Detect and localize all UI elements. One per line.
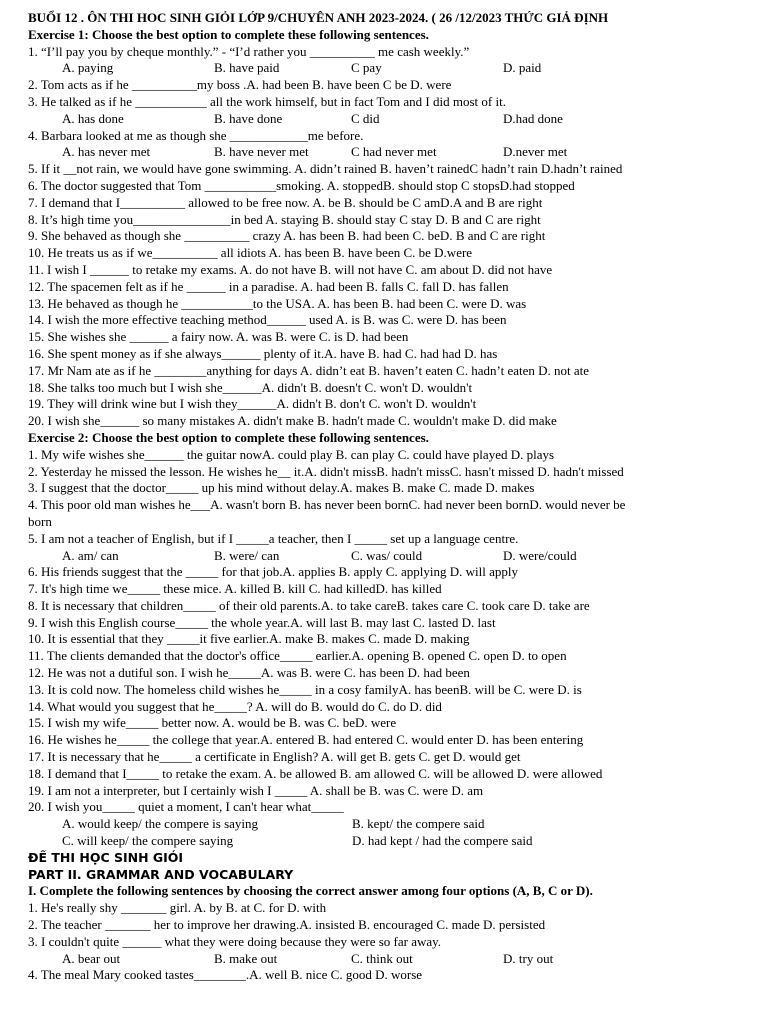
answer-options-row <box>28 144 742 161</box>
question-line: 12. He was not a dutiful son. I wish he_____A. was B. were C. has been D. had been <box>28 665 470 681</box>
answer-options-row <box>28 60 742 77</box>
answer-option: B. kept/ the compere said <box>352 816 485 832</box>
answer-option: A. paying <box>62 60 114 76</box>
answer-option: B. make out <box>214 950 278 966</box>
question-line: 3. I couldn't quite ______ what they were doing because they were so far away. <box>28 933 442 949</box>
question-line: 14. I wish the more effective teaching method______ used A. is B. was C. were D. has been <box>28 312 507 328</box>
answer-option: C had never met <box>351 144 437 160</box>
question-line: 15. I wish my wife_____ better now. A. would be B. was C. beD. were <box>28 715 397 731</box>
question-line: 8. It’s high time you_______________in bed A. staying B. should stay C stay D. B and C are right <box>28 211 541 227</box>
question-line: 16. He wishes he_____ the college that year.A. entered B. had entered C. would enter D. has been entering <box>28 732 584 748</box>
question-line: 3. I suggest that the doctor_____ up his mind without delay.A. makes B. make C. made D. makes <box>28 480 535 496</box>
part-ii-questions <box>28 900 742 984</box>
answer-option: C. will keep/ the compere saying <box>62 833 234 849</box>
question-line: 6. His friends suggest that the _____ for that job.A. applies B. apply C. applying D. will apply <box>28 564 518 580</box>
question-line: 8. It is necessary that children_____ of their old parents.A. to take careB. takes care C. took care D. take are <box>28 597 590 613</box>
answer-option: C pay <box>351 60 382 76</box>
question-line: 13. It is cold now. The homeless child wishes he_____ in a cosy familyA. has beenB. will be C. were D. is <box>28 681 582 697</box>
answer-option: C did <box>351 110 380 126</box>
answer-options-row <box>28 816 742 833</box>
question-line: 10. It is essential that they _____it five earlier.A. make B. makes C. made D. making <box>28 631 470 647</box>
question-line: 1. “I’ll pay you by cheque monthly.” - “I’d rather you __________ me cash weekly.” <box>28 43 470 59</box>
question-line: 14. What would you suggest that he_____? A. will do B. would do C. do D. did <box>28 698 442 714</box>
question-line: 7. It's high time we_____ these mice. A. killed B. kill C. had killedD. has killed <box>28 581 442 597</box>
answer-option: D. had kept / had the compere said <box>352 833 533 849</box>
question-line: 18. She talks too much but I wish she______A. didn't B. doesn't C. won't D. wouldn't <box>28 379 473 395</box>
question-line: 20. I wish you_____ quiet a moment, I can't hear what_____ <box>28 799 344 815</box>
question-line: 19. They will drink wine but I wish they______A. didn't B. don't C. won't D. wouldn't <box>28 396 477 412</box>
worksheet-header: BUỔI 12 . ÔN THI HOC SINH GIỎI LỚP 9/CHUYÊN ANH 2023-2024. ( 26 /12/2023 THỨC GIẢ ĐỊNH <box>28 10 609 25</box>
exercise-2-title: Exercise 2: Choose the best option to complete these following sentences. <box>28 429 429 445</box>
question-line: 16. She spent money as if she always______ plenty of it.A. have B. had C. had had D. has <box>28 345 498 361</box>
question-line: 17. Mr Nam ate as if he ________anything for days A. didn’t eat B. haven’t eaten C. hadn’t eaten D. not ate <box>28 362 590 378</box>
question-line: 2. Yesterday he missed the lesson. He wishes he__ it.A. didn't missB. hadn't missC. hasn't missed D. hadn't missed <box>28 463 624 479</box>
question-line: 5. If it __not rain, we would have gone swimming. A. didn’t rained B. haven’t rainedC hadn’t rain D.hadn’t rained <box>28 161 623 177</box>
question-line: 7. I demand that I__________ allowed to be free now. A. be B. should be C amD.A and B are right <box>28 194 543 210</box>
exercise-2-questions <box>28 447 742 850</box>
answer-options-row <box>28 833 742 850</box>
answer-option: B. have never met <box>214 144 309 160</box>
answer-option: A. has done <box>62 110 124 126</box>
answer-option: D. were/could <box>503 547 577 563</box>
answer-options-row <box>28 951 742 968</box>
answer-option: A. has never met <box>62 144 151 160</box>
part-ii-title: PART II. GRAMMAR AND VOCABULARY <box>28 866 294 882</box>
exercise-1-title: Exercise 1: Choose the best option to complete these following sentences. <box>28 26 429 42</box>
question-line: 4. Barbara looked at me as though she ____________me before. <box>28 127 364 143</box>
answer-option: D.had done <box>503 110 563 126</box>
answer-option: D. paid <box>503 60 542 76</box>
part-ii-section-i-title: I. Complete the following sentences by choosing the correct answer among four options (A, B, C or D). <box>28 883 593 899</box>
question-line: 18. I demand that I_____ to retake the exam. A. be allowed B. am allowed C. will be allowed D. were allowed <box>28 765 603 781</box>
question-line: 20. I wish she______ so many mistakes A. didn't make B. hadn't made C. wouldn't make D. did make <box>28 413 557 429</box>
question-line: 1. He's really shy _______ girl. A. by B. at C. for D. with <box>28 900 327 916</box>
question-line: 13. He behaved as though he ___________to the USA. A. has been B. had been C. were D. was <box>28 295 527 311</box>
exam-title: ĐỀ THI HỌC SINH GIỎI <box>28 849 184 865</box>
answer-options-row <box>28 111 742 128</box>
answer-option: B. were/ can <box>214 547 280 563</box>
answer-option: A. bear out <box>62 950 121 966</box>
question-line: 5. I am not a teacher of English, but if I _____a teacher, then I _____ set up a language centre. <box>28 530 519 546</box>
answer-option: D.never met <box>503 144 568 160</box>
question-line: 11. The clients demanded that the doctor's office_____ earlier.A. opening B. opened C. open D. to open <box>28 648 567 664</box>
question-line: 17. It is necessary that he_____ a certificate in English? A. will get B. gets C. get D. would get <box>28 749 521 765</box>
answer-option: A. would keep/ the compere is saying <box>62 816 259 832</box>
question-line: 6. The doctor suggested that Tom ___________smoking. A. stoppedB. should stop C stopsD.had stopped <box>28 177 575 193</box>
question-line: 1. My wife wishes she______ the guitar nowA. could play B. can play C. could have played D. plays <box>28 446 555 462</box>
question-line: 9. I wish this English course_____ the whole year.A. will last B. may last C. lasted D. last <box>28 614 496 630</box>
answer-option: C. think out <box>351 950 413 966</box>
question-line: 4. This poor old man wishes he___A. wasn't born B. has never been bornC. had never been bornD. would never be <box>28 497 626 513</box>
answer-option: C. was/ could <box>351 547 423 563</box>
question-line: 10. He treats us as if we__________ all idiots A. has been B. have been C. be D.were <box>28 245 473 261</box>
answer-option: B. have done <box>214 110 283 126</box>
answer-option: D. try out <box>503 950 554 966</box>
question-line: 3. He talked as if he ___________ all the work himself, but in fact Tom and I did most of it. <box>28 93 506 109</box>
question-line: 2. The teacher _______ her to improve her drawing.A. insisted B. encouraged C. made D. persisted <box>28 917 546 933</box>
question-line: 15. She wishes she ______ a fairy now. A. was B. were C. is D. had been <box>28 329 409 345</box>
question-line: 2. Tom acts as if he __________my boss .A. had been B. have been C be D. were <box>28 77 452 93</box>
answer-option: B. have paid <box>214 60 280 76</box>
exercise-1-questions <box>28 44 742 430</box>
question-line: 19. I am not a interpreter, but I certainly wish I _____ A. shall be B. was C. were D. am <box>28 782 484 798</box>
question-line: 9. She behaved as though she __________ crazy A. has been B. had been C. beD. B and C are right <box>28 228 546 244</box>
question-line: born <box>28 513 52 529</box>
question-line: 11. I wish I ______ to retake my exams. A. do not have B. will not have C. am about D. did not have <box>28 261 553 277</box>
answer-options-row <box>28 548 742 565</box>
answer-option: A. am/ can <box>62 547 119 563</box>
question-line: 4. The meal Mary cooked tastes________.A. well B. nice C. good D. worse <box>28 967 423 983</box>
question-line: 12. The spacemen felt as if he ______ in a paradise. A. had been B. falls C. fall D. has fallen <box>28 278 509 294</box>
